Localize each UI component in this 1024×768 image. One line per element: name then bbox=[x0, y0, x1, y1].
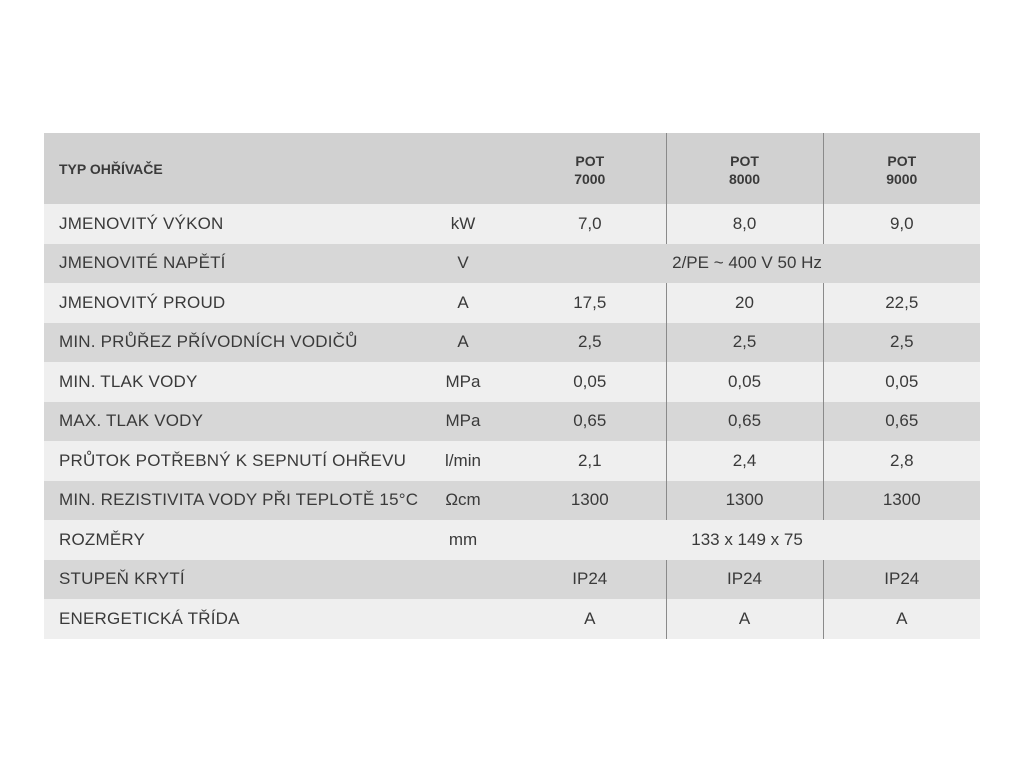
cell-pot-9000: 22,5 bbox=[823, 283, 980, 323]
model-header-pot-8000 bbox=[666, 133, 823, 204]
row-label: MIN. PRŮŘEZ PŘÍVODNÍCH VODIČŮ bbox=[59, 332, 358, 352]
model-name: POT bbox=[730, 152, 759, 169]
row-unit: V bbox=[457, 253, 469, 273]
cell-pot-7000: 2,1 bbox=[577, 450, 602, 470]
row-label: MAX. TLAK VODY bbox=[59, 411, 204, 431]
model-number: 9000 bbox=[886, 170, 918, 187]
row-min-water-pressure bbox=[44, 362, 980, 402]
cell-pot-9000: 2,5 bbox=[823, 323, 980, 363]
row-ip-rating bbox=[44, 560, 980, 600]
cell-pot-7000: 17,5 bbox=[573, 292, 607, 312]
row-unit: A bbox=[457, 332, 469, 352]
row-label: PRŮTOK POTŘEBNÝ K SEPNUTÍ OHŘEVU bbox=[59, 450, 407, 470]
cell-pot-9000: IP24 bbox=[823, 560, 980, 600]
cell-pot-7000: IP24 bbox=[572, 569, 608, 589]
row-label: ENERGETICKÁ TŘÍDA bbox=[59, 608, 240, 628]
row-min-wire-cross-section bbox=[44, 323, 980, 363]
row-min-water-resistivity bbox=[44, 481, 980, 521]
cell-pot-8000: 0,65 bbox=[666, 402, 823, 442]
row-unit: l/min bbox=[445, 450, 481, 470]
row-unit: MPa bbox=[445, 371, 481, 391]
cell-pot-9000: 2,8 bbox=[823, 441, 980, 481]
model-number: 8000 bbox=[728, 170, 761, 187]
cell-pot-9000: 0,65 bbox=[823, 402, 980, 442]
row-rated-current bbox=[44, 283, 980, 323]
row-unit: MPa bbox=[445, 411, 481, 431]
cell-pot-7000: 7,0 bbox=[577, 213, 602, 233]
cell-pot-9000: 1300 bbox=[823, 481, 980, 521]
row-label: MIN. REZISTIVITA VODY PŘI TEPLOTĚ 15°C bbox=[59, 490, 419, 510]
cell-pot-9000: 9,0 bbox=[823, 204, 980, 244]
cell-pot-7000: 1300 bbox=[570, 490, 609, 510]
table-header-row bbox=[44, 133, 980, 204]
cell-pot-7000: 0,05 bbox=[573, 371, 607, 391]
cell-pot-9000: 0,05 bbox=[823, 362, 980, 402]
row-unit: kW bbox=[450, 213, 476, 233]
type-label: TYP OHŘÍVAČE bbox=[59, 160, 163, 177]
row-unit bbox=[428, 599, 514, 639]
cell-merged-dimensions: 133 x 149 x 75 bbox=[691, 529, 803, 549]
row-rated-voltage bbox=[44, 244, 980, 284]
row-label: JMENOVITÉ NAPĚTÍ bbox=[59, 253, 226, 273]
row-label: STUPEŇ KRYTÍ bbox=[59, 569, 185, 589]
row-unit: A bbox=[457, 292, 469, 312]
cell-pot-8000: 0,05 bbox=[666, 362, 823, 402]
cell-pot-8000: 20 bbox=[666, 283, 823, 323]
row-unit bbox=[428, 560, 514, 600]
row-label: MIN. TLAK VODY bbox=[59, 371, 198, 391]
cell-pot-8000: A bbox=[666, 599, 823, 639]
cell-pot-7000: A bbox=[584, 608, 596, 628]
spec-table bbox=[44, 133, 980, 639]
row-label: JMENOVITÝ VÝKON bbox=[59, 213, 224, 233]
cell-pot-7000: 2,5 bbox=[577, 332, 602, 352]
model-number: 7000 bbox=[574, 170, 606, 187]
row-unit: mm bbox=[448, 529, 478, 549]
row-max-water-pressure bbox=[44, 402, 980, 442]
row-label: ROZMĚRY bbox=[59, 529, 146, 549]
cell-pot-8000: IP24 bbox=[666, 560, 823, 600]
row-flow-to-activate-heating bbox=[44, 441, 980, 481]
row-label: JMENOVITÝ PROUD bbox=[59, 292, 226, 312]
model-header-pot-7000 bbox=[514, 133, 666, 204]
cell-pot-7000: 0,65 bbox=[573, 411, 607, 431]
row-dimensions bbox=[44, 520, 980, 560]
cell-pot-8000: 2,5 bbox=[666, 323, 823, 363]
cell-pot-9000: A bbox=[823, 599, 980, 639]
cell-pot-8000: 8,0 bbox=[666, 204, 823, 244]
row-energy-class bbox=[44, 599, 980, 639]
model-name: POT bbox=[575, 152, 605, 169]
cell-pot-8000: 1300 bbox=[666, 481, 823, 521]
model-header-pot-9000 bbox=[823, 133, 980, 204]
cell-pot-8000: 2,4 bbox=[666, 441, 823, 481]
row-unit: Ωcm bbox=[445, 490, 481, 510]
cell-merged-voltage: 2/PE ~ 400 V 50 Hz bbox=[672, 253, 822, 273]
model-name: POT bbox=[887, 152, 917, 169]
row-rated-power bbox=[44, 204, 980, 244]
